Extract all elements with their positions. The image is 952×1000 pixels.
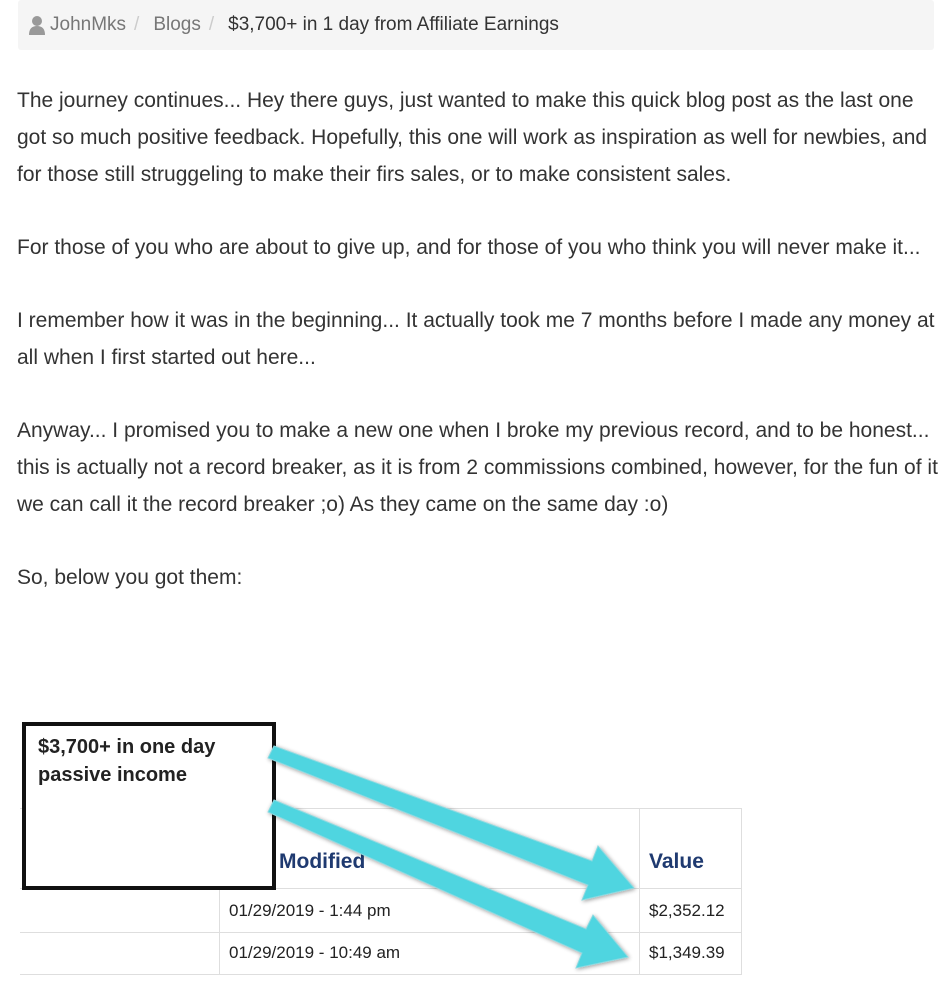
blog-post-body: [17, 82, 942, 632]
row-modified: 01/29/2019 - 10:49 am: [229, 943, 401, 962]
breadcrumb-current-page: $3,700+ in 1 day from Affiliate Earnings: [228, 14, 559, 35]
breadcrumb: [18, 0, 934, 50]
breadcrumb-user-link[interactable]: JohnMks: [50, 14, 127, 35]
row-modified: 01/29/2019 - 1:44 pm: [229, 901, 391, 920]
caption-line-2: passive income: [38, 764, 187, 786]
breadcrumb-separator: /: [208, 14, 215, 35]
column-header-value: Value: [649, 850, 704, 873]
breadcrumb-blogs-link[interactable]: Blogs: [153, 14, 201, 35]
paragraph: The journey continues... Hey there guys, just wanted to make this quick blog post as the last one got so much positive feedback. Hopefully, this one will work as inspiration as well for newbies, and for those still struggeling to make their firs sales, or to make consistent sales.: [17, 89, 928, 186]
arrows-overlay: [16, 708, 936, 990]
paragraph: So, below you got them:: [17, 566, 243, 589]
paragraph: I remember how it was in the beginning... It actually took me 7 months before I made any money at all when I first started out here...: [17, 309, 935, 369]
row-value: $1,349.39: [649, 943, 725, 962]
caption-line-1: $3,700+ in one day: [38, 736, 216, 758]
user-icon: [28, 15, 46, 35]
paragraph: Anyway... I promised you to make a new one when I broke my previous record, and to be honest... this is actually not a record breaker, as it is from 2 commissions combined, however, for the fun of it we can call it the record breaker ;o) As they came on the same day :o): [17, 419, 938, 516]
earnings-screenshot: [16, 708, 936, 990]
paragraph: For those of you who are about to give up, and for those of you who think you will never make it...: [17, 236, 921, 259]
breadcrumb-separator: /: [134, 14, 140, 35]
row-value: $2,352.12: [649, 901, 725, 920]
column-header-modified: Modified: [279, 850, 366, 873]
